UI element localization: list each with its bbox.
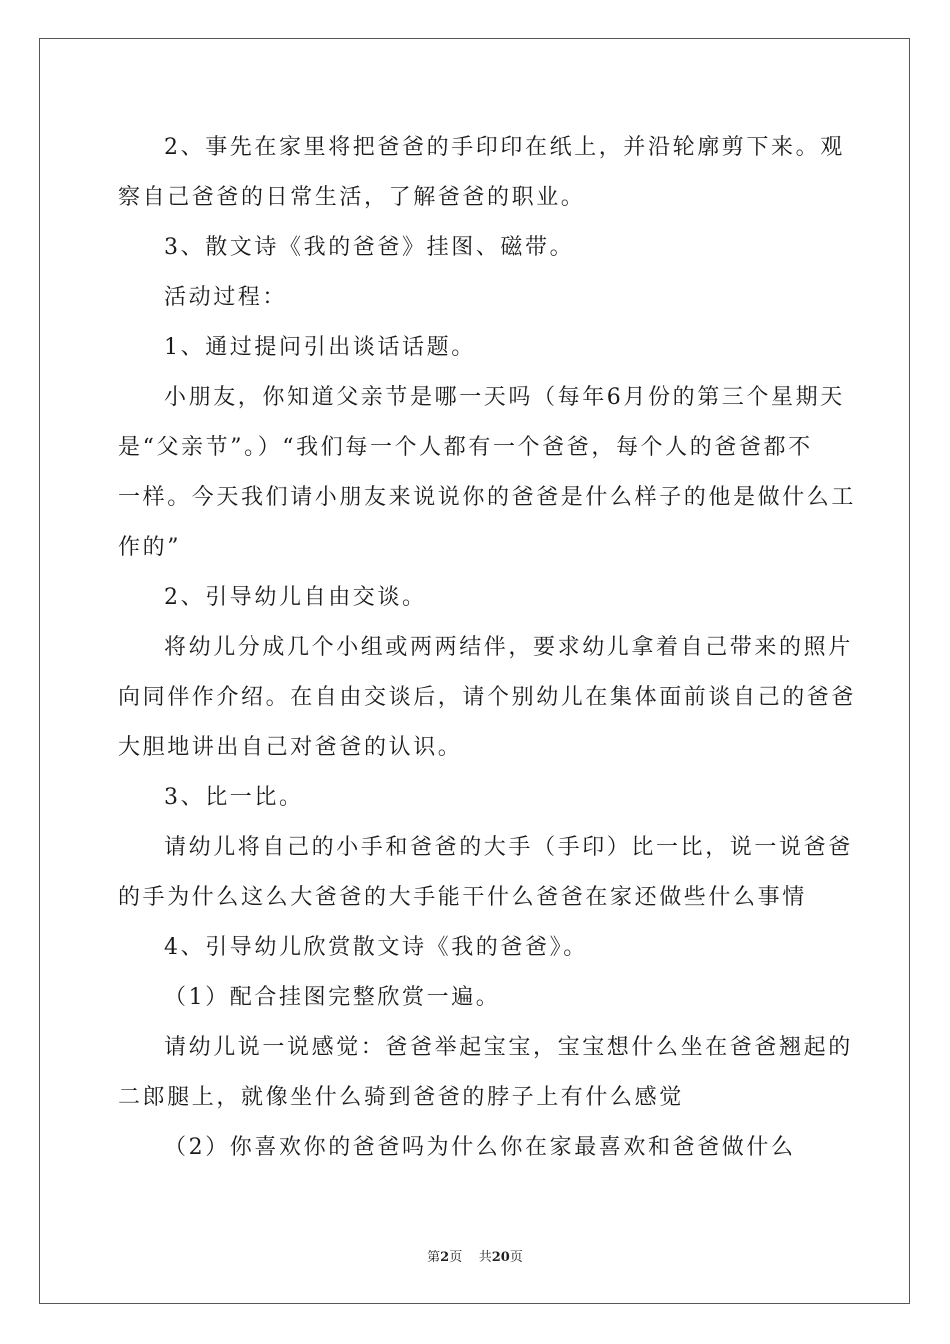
paragraph-line: 一样。今天我们请小朋友来说说你的爸爸是什么样子的他是做什么工 [118,485,857,510]
paragraph-line: （2）你喜欢你的爸爸吗为什么你在家最喜欢和爸爸做什么 [164,1135,796,1160]
paragraph-line: 二郎腿上，就像坐什么骑到爸爸的脖子上有什么感觉 [118,1085,684,1110]
page-number-label: 第2页 [427,1250,463,1265]
paragraph-line: 3、散文诗《我的爸爸》挂图、磁带。 [164,235,575,260]
paragraph-line: 请幼儿说一说感觉：爸爸举起宝宝，宝宝想什么坐在爸爸翘起的 [164,1035,853,1060]
paragraph-line: 4、引导幼儿欣赏散文诗《我的爸爸》。 [164,935,588,960]
paragraph-line: 是“父亲节”。）“我们每一个人都有一个爸爸，每个人的爸爸都不 [118,435,813,460]
paragraph-line: 2、事先在家里将把爸爸的手印印在纸上，并沿轮廓剪下来。观 [164,135,845,160]
paragraph-line: 2、引导幼儿自由交谈。 [164,585,427,610]
paragraph-line: 1、通过提问引出谈话话题。 [164,335,476,360]
total-pages-label: 共20页 [478,1250,523,1265]
paragraph-line: 请幼儿将自己的小手和爸爸的大手（手印）比一比，说一说爸爸 [164,835,853,860]
paragraph-line: （1）配合挂图完整欣赏一遍。 [164,985,501,1010]
paragraph-line: 3、比一比。 [164,785,304,810]
paragraph-line: 作的” [118,535,182,560]
paragraph-line: 向同伴作介绍。在自由交谈后，请个别幼儿在集体面前谈自己的爸爸 [118,685,857,710]
paragraph-line: 大胆地讲出自己对爸爸的认识。 [118,735,463,760]
paragraph-line: 小朋友，你知道父亲节是哪一天吗（每年6月份的第三个星期天 [164,385,845,410]
paragraph-line: 察自己爸爸的日常生活，了解爸爸的职业。 [118,185,586,210]
paragraph-line: 将幼儿分成几个小组或两两结伴，要求幼儿拿着自己带来的照片 [164,635,853,660]
paragraph-line: 的手为什么这么大爸爸的大手能干什么爸爸在家还做些什么事情 [118,885,807,910]
section-heading: 活动过程： [164,285,288,310]
page-footer [0,1246,950,1265]
